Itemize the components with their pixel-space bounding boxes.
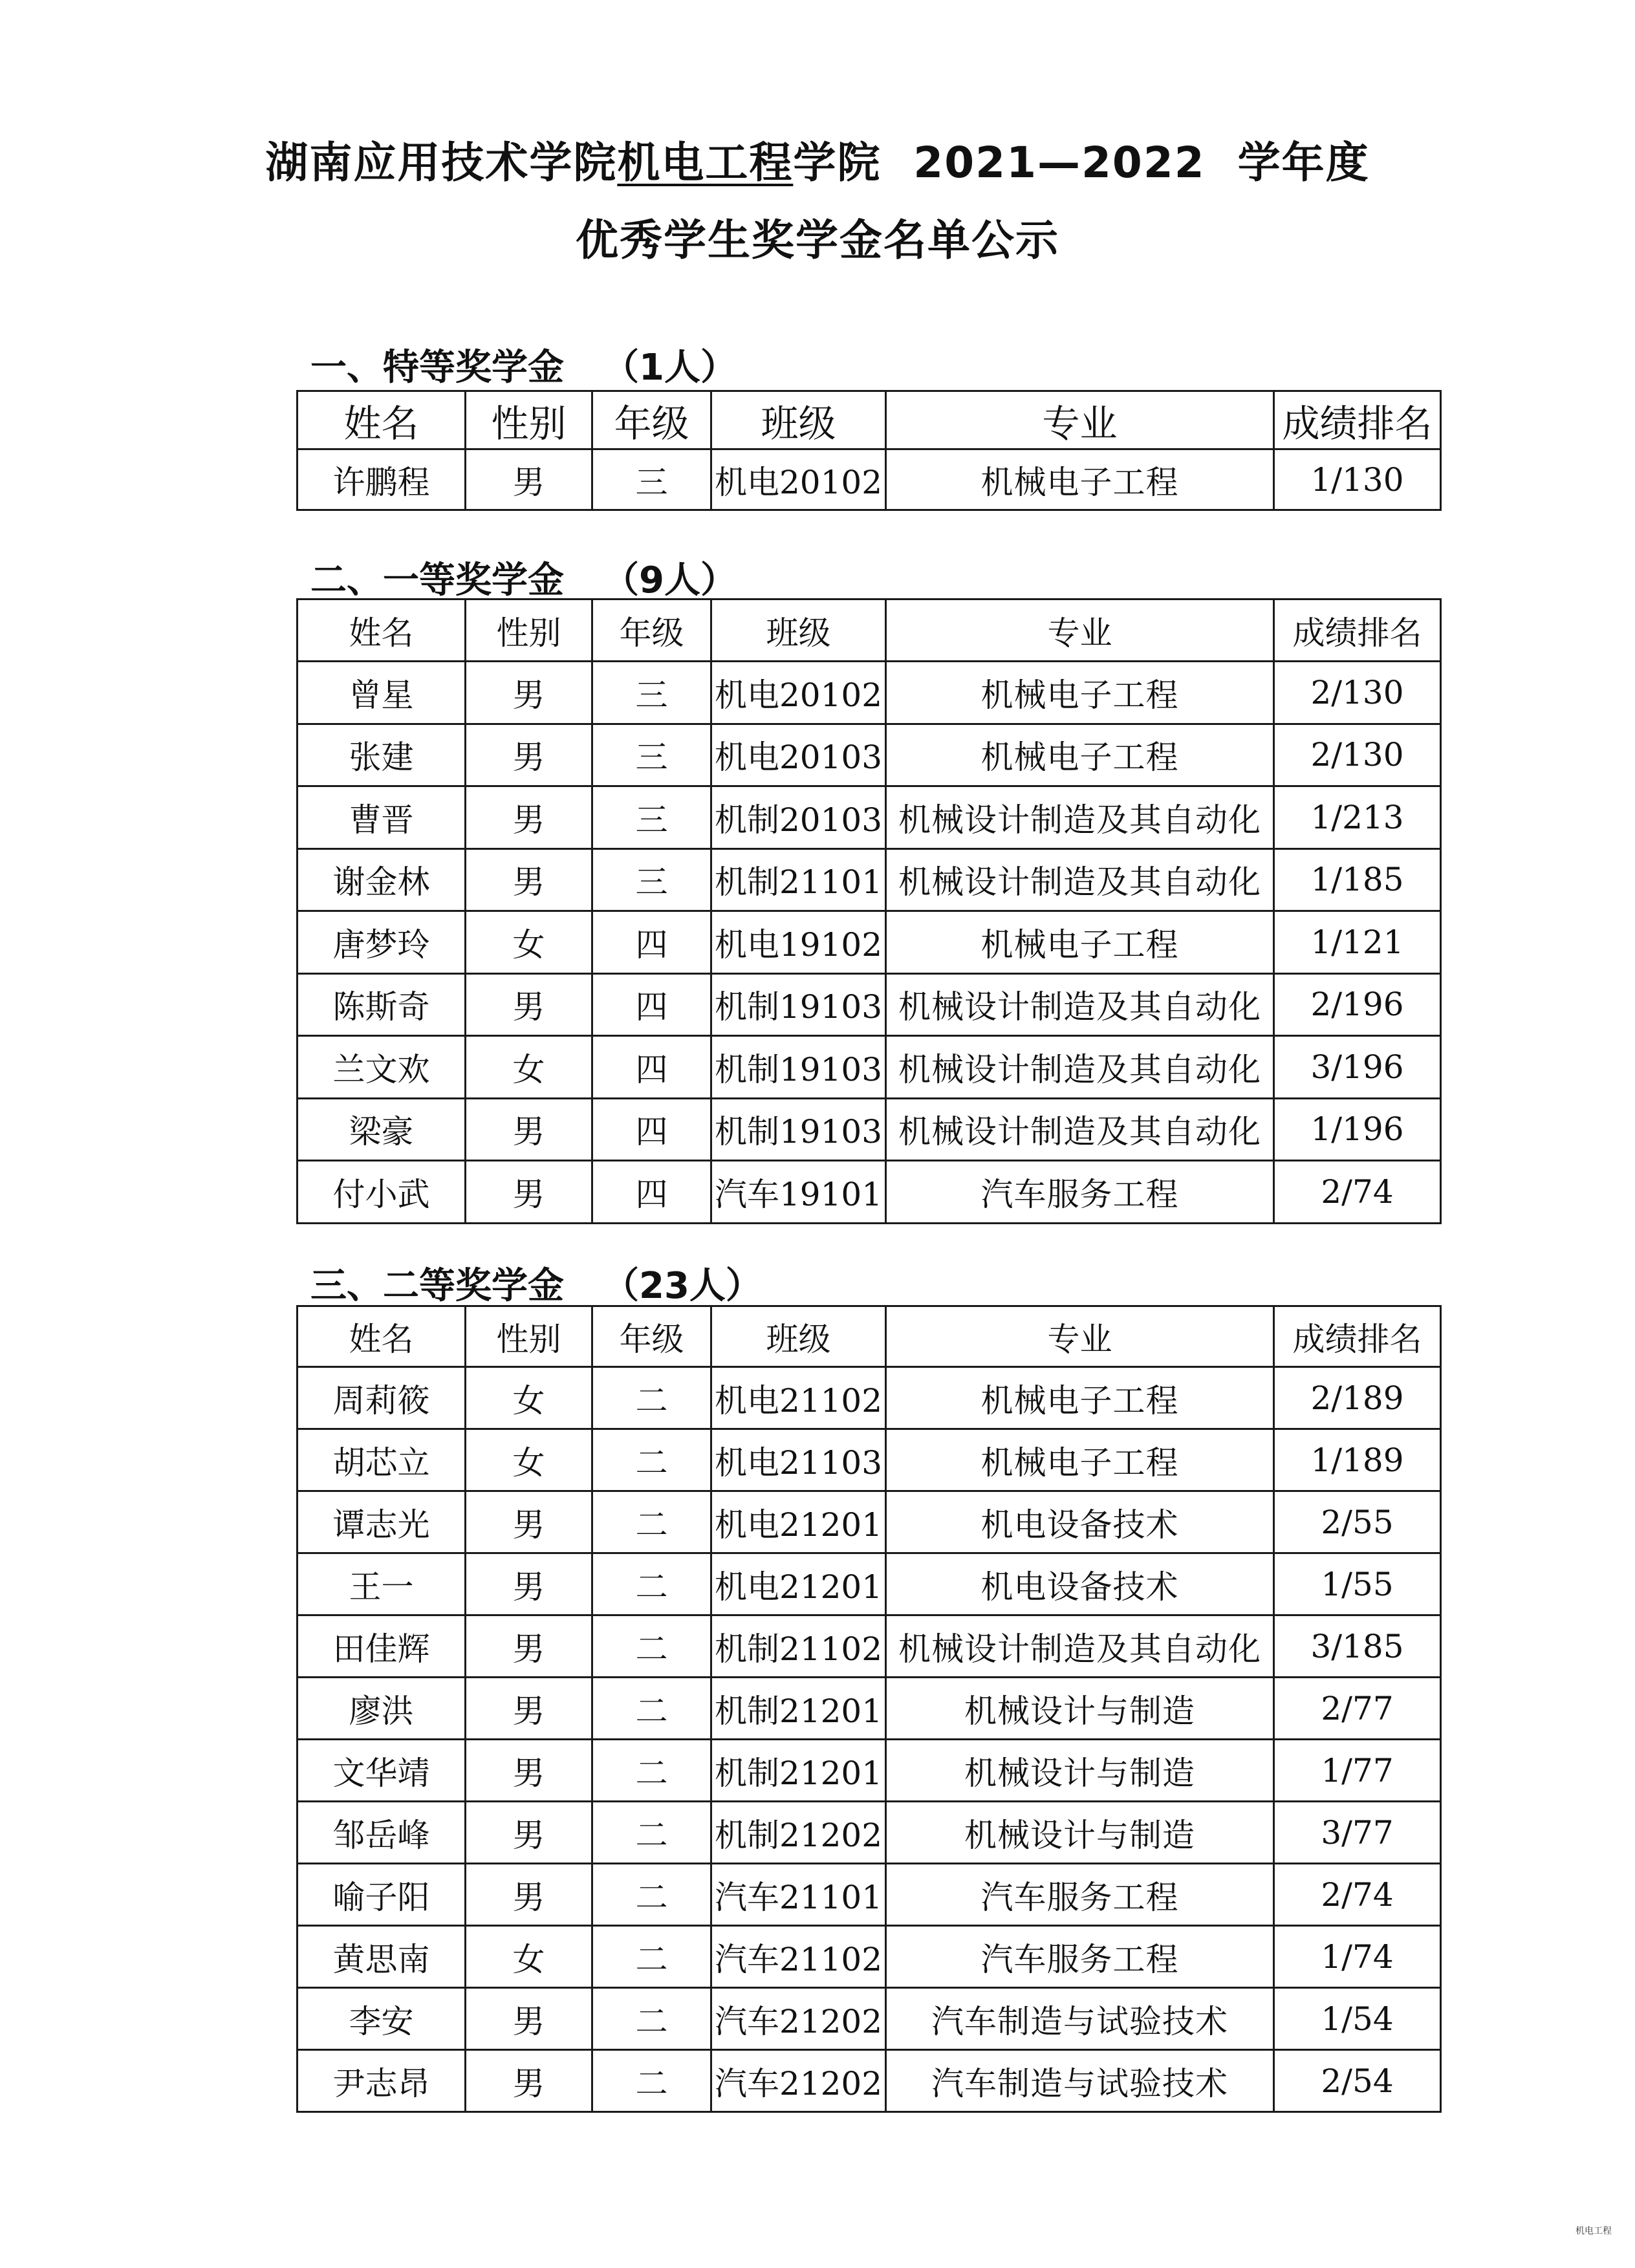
cell-name: 周莉筱 <box>298 1367 466 1429</box>
cell-major: 机械设计制造及其自动化 <box>886 1036 1274 1099</box>
header-class: 班级 <box>711 391 886 449</box>
section-count: （23人） <box>603 1265 762 1307</box>
cell-gender: 男 <box>466 973 592 1036</box>
table-row <box>298 1161 1441 1224</box>
header-gender: 性别 <box>466 1306 592 1367</box>
cell-grade: 四 <box>592 1098 711 1161</box>
header-name: 姓名 <box>298 599 466 662</box>
cell-rank: 3/77 <box>1274 1802 1441 1864</box>
header-major: 专业 <box>886 599 1274 662</box>
table-row <box>298 1491 1441 1553</box>
cell-grade: 二 <box>592 1678 711 1740</box>
cell-rank: 2/130 <box>1274 724 1441 786</box>
cell-gender: 女 <box>466 1036 592 1099</box>
table-row <box>298 1802 1441 1864</box>
cell-gender: 男 <box>466 1161 592 1224</box>
cell-name: 文华靖 <box>298 1740 466 1802</box>
cell-grade: 三 <box>592 662 711 724</box>
cell-name: 兰文欢 <box>298 1036 466 1099</box>
cell-major: 机械电子工程 <box>886 724 1274 786</box>
cell-grade: 二 <box>592 1926 711 1988</box>
header-gender: 性别 <box>466 391 592 449</box>
table-second-scholarship <box>296 1305 1442 2113</box>
cell-name: 谭志光 <box>298 1491 466 1553</box>
cell-grade: 二 <box>592 1615 711 1678</box>
cell-name: 陈斯奇 <box>298 973 466 1036</box>
cell-name: 黄思南 <box>298 1926 466 1988</box>
table-header-row <box>298 1306 1441 1367</box>
cell-gender: 男 <box>466 1740 592 1802</box>
title-department: 机电工程 <box>617 138 794 188</box>
cell-class: 机制21101 <box>711 848 886 911</box>
cell-major: 汽车服务工程 <box>886 1926 1274 1988</box>
cell-grade: 二 <box>592 1553 711 1615</box>
cell-major: 机械设计制造及其自动化 <box>886 1615 1274 1678</box>
cell-rank: 2/130 <box>1274 662 1441 724</box>
table-row <box>298 2050 1441 2112</box>
cell-name: 李安 <box>298 1988 466 2050</box>
header-rank: 成绩排名 <box>1274 599 1441 662</box>
cell-rank: 1/77 <box>1274 1740 1441 1802</box>
footer-note: 机电工程 <box>1575 2226 1612 2236</box>
cell-rank: 2/54 <box>1274 2050 1441 2112</box>
header-grade: 年级 <box>592 391 711 449</box>
cell-grade: 二 <box>592 2050 711 2112</box>
cell-grade: 二 <box>592 1740 711 1802</box>
cell-gender: 男 <box>466 1553 592 1615</box>
header-gender: 性别 <box>466 599 592 662</box>
cell-grade: 三 <box>592 848 711 911</box>
cell-name: 梁豪 <box>298 1098 466 1161</box>
cell-class: 汽车19101 <box>711 1161 886 1224</box>
cell-grade: 二 <box>592 1491 711 1553</box>
cell-major: 机械电子工程 <box>886 1367 1274 1429</box>
cell-class: 机制19103 <box>711 1098 886 1161</box>
cell-class: 机电21201 <box>711 1491 886 1553</box>
cell-class: 汽车21102 <box>711 1926 886 1988</box>
title-post: 学院 2021—2022 学年度 <box>793 138 1370 188</box>
cell-name: 胡芯立 <box>298 1429 466 1491</box>
cell-rank: 1/213 <box>1274 786 1441 849</box>
cell-class: 机制21201 <box>711 1678 886 1740</box>
cell-rank: 1/55 <box>1274 1553 1441 1615</box>
cell-gender: 男 <box>466 662 592 724</box>
cell-major: 机械电子工程 <box>886 1429 1274 1491</box>
cell-major: 汽车服务工程 <box>886 1864 1274 1926</box>
header-name: 姓名 <box>298 391 466 449</box>
cell-class: 机电21102 <box>711 1367 886 1429</box>
cell-class: 机电20103 <box>711 724 886 786</box>
table-row <box>298 724 1441 786</box>
table-row <box>298 1988 1441 2050</box>
cell-rank: 2/55 <box>1274 1491 1441 1553</box>
section-heading-special <box>310 339 737 391</box>
cell-class: 机制19103 <box>711 1036 886 1099</box>
cell-major: 机械设计制造及其自动化 <box>886 1098 1274 1161</box>
cell-name: 唐梦玲 <box>298 911 466 974</box>
cell-class: 机制21202 <box>711 1802 886 1864</box>
cell-gender: 女 <box>466 1367 592 1429</box>
cell-rank: 1/196 <box>1274 1098 1441 1161</box>
cell-major: 汽车服务工程 <box>886 1161 1274 1224</box>
section-count: （9人） <box>603 559 737 601</box>
table-special-scholarship <box>296 390 1442 511</box>
cell-grade: 三 <box>592 724 711 786</box>
table-row <box>298 1864 1441 1926</box>
cell-grade: 二 <box>592 1802 711 1864</box>
cell-gender: 男 <box>466 449 592 510</box>
section-heading-second <box>310 1257 762 1309</box>
cell-grade: 三 <box>592 786 711 849</box>
cell-gender: 女 <box>466 1429 592 1491</box>
section-title: 一、特等奖学金 <box>310 347 564 389</box>
cell-rank: 1/74 <box>1274 1926 1441 1988</box>
cell-major: 机械设计与制造 <box>886 1740 1274 1802</box>
cell-gender: 男 <box>466 2050 592 2112</box>
cell-class: 汽车21202 <box>711 2050 886 2112</box>
section-title: 三、二等奖学金 <box>310 1265 564 1307</box>
header-name: 姓名 <box>298 1306 466 1367</box>
cell-grade: 四 <box>592 1161 711 1224</box>
header-major: 专业 <box>886 391 1274 449</box>
section-count: （1人） <box>603 347 737 389</box>
cell-rank: 2/74 <box>1274 1161 1441 1224</box>
cell-name: 谢金林 <box>298 848 466 911</box>
table-row <box>298 1678 1441 1740</box>
section-heading-first <box>310 552 737 603</box>
cell-major: 机械电子工程 <box>886 449 1274 510</box>
cell-class: 机制21102 <box>711 1615 886 1678</box>
cell-grade: 二 <box>592 1367 711 1429</box>
table-row <box>298 1615 1441 1678</box>
cell-grade: 三 <box>592 449 711 510</box>
cell-grade: 二 <box>592 1429 711 1491</box>
cell-class: 机电21103 <box>711 1429 886 1491</box>
table-row <box>298 848 1441 911</box>
cell-gender: 男 <box>466 848 592 911</box>
cell-major: 机械电子工程 <box>886 662 1274 724</box>
cell-gender: 男 <box>466 1615 592 1678</box>
cell-major: 汽车制造与试验技术 <box>886 2050 1274 2112</box>
cell-class: 汽车21101 <box>711 1864 886 1926</box>
cell-major: 机械设计与制造 <box>886 1802 1274 1864</box>
cell-rank: 1/54 <box>1274 1988 1441 2050</box>
cell-name: 曹晋 <box>298 786 466 849</box>
table-row <box>298 1429 1441 1491</box>
cell-rank: 3/196 <box>1274 1036 1441 1099</box>
cell-grade: 四 <box>592 973 711 1036</box>
header-class: 班级 <box>711 1306 886 1367</box>
header-class: 班级 <box>711 599 886 662</box>
cell-name: 尹志昂 <box>298 2050 466 2112</box>
cell-rank: 2/74 <box>1274 1864 1441 1926</box>
cell-grade: 四 <box>592 911 711 974</box>
cell-major: 机械设计与制造 <box>886 1678 1274 1740</box>
header-rank: 成绩排名 <box>1274 391 1441 449</box>
header-major: 专业 <box>886 1306 1274 1367</box>
cell-grade: 四 <box>592 1036 711 1099</box>
cell-major: 机械设计制造及其自动化 <box>886 973 1274 1036</box>
cell-grade: 二 <box>592 1864 711 1926</box>
cell-class: 机制21201 <box>711 1740 886 1802</box>
cell-name: 许鹏程 <box>298 449 466 510</box>
cell-rank: 1/185 <box>1274 848 1441 911</box>
cell-name: 付小武 <box>298 1161 466 1224</box>
table-row <box>298 911 1441 974</box>
cell-name: 邹岳峰 <box>298 1802 466 1864</box>
cell-rank: 2/196 <box>1274 973 1441 1036</box>
cell-class: 机电21201 <box>711 1553 886 1615</box>
cell-name: 曾星 <box>298 662 466 724</box>
cell-gender: 女 <box>466 1926 592 1988</box>
cell-class: 机制19103 <box>711 973 886 1036</box>
header-grade: 年级 <box>592 1306 711 1367</box>
cell-major: 机械设计制造及其自动化 <box>886 848 1274 911</box>
cell-rank: 1/189 <box>1274 1429 1441 1491</box>
cell-gender: 男 <box>466 724 592 786</box>
cell-class: 机电19102 <box>711 911 886 974</box>
cell-rank: 1/130 <box>1274 449 1441 510</box>
cell-gender: 男 <box>466 1988 592 2050</box>
cell-rank: 3/185 <box>1274 1615 1441 1678</box>
cell-name: 喻子阳 <box>298 1864 466 1926</box>
cell-major: 汽车制造与试验技术 <box>886 1988 1274 2050</box>
cell-name: 廖洪 <box>298 1678 466 1740</box>
cell-gender: 男 <box>466 1098 592 1161</box>
table-row <box>298 973 1441 1036</box>
cell-class: 机制20103 <box>711 786 886 849</box>
cell-class: 机电20102 <box>711 449 886 510</box>
table-first-scholarship <box>296 598 1442 1224</box>
cell-major: 机械设计制造及其自动化 <box>886 786 1274 849</box>
cell-class: 机电20102 <box>711 662 886 724</box>
table-row <box>298 1740 1441 1802</box>
cell-gender: 男 <box>466 1678 592 1740</box>
document-title-line1 <box>0 128 1635 189</box>
cell-class: 汽车21202 <box>711 1988 886 2050</box>
table-row <box>298 786 1441 849</box>
cell-name: 田佳辉 <box>298 1615 466 1678</box>
cell-gender: 男 <box>466 1864 592 1926</box>
table-row <box>298 1553 1441 1615</box>
table-row <box>298 1036 1441 1099</box>
cell-gender: 男 <box>466 786 592 849</box>
cell-grade: 二 <box>592 1988 711 2050</box>
cell-gender: 女 <box>466 911 592 974</box>
section-title: 二、一等奖学金 <box>310 559 564 601</box>
table-header-row <box>298 391 1441 449</box>
cell-gender: 男 <box>466 1491 592 1553</box>
table-row <box>298 662 1441 724</box>
cell-gender: 男 <box>466 1802 592 1864</box>
cell-major: 机械电子工程 <box>886 911 1274 974</box>
cell-major: 机电设备技术 <box>886 1553 1274 1615</box>
cell-name: 张建 <box>298 724 466 786</box>
table-header-row <box>298 599 1441 662</box>
table-row <box>298 1098 1441 1161</box>
title-pre: 湖南应用技术学院 <box>265 138 618 188</box>
cell-rank: 2/77 <box>1274 1678 1441 1740</box>
header-rank: 成绩排名 <box>1274 1306 1441 1367</box>
table-row <box>298 1367 1441 1429</box>
header-grade: 年级 <box>592 599 711 662</box>
cell-rank: 1/121 <box>1274 911 1441 974</box>
document-title-line2: 优秀学生奖学金名单公示 <box>576 215 1059 265</box>
cell-rank: 2/189 <box>1274 1367 1441 1429</box>
cell-name: 王一 <box>298 1553 466 1615</box>
table-row <box>298 449 1441 510</box>
table-row <box>298 1926 1441 1988</box>
cell-major: 机电设备技术 <box>886 1491 1274 1553</box>
